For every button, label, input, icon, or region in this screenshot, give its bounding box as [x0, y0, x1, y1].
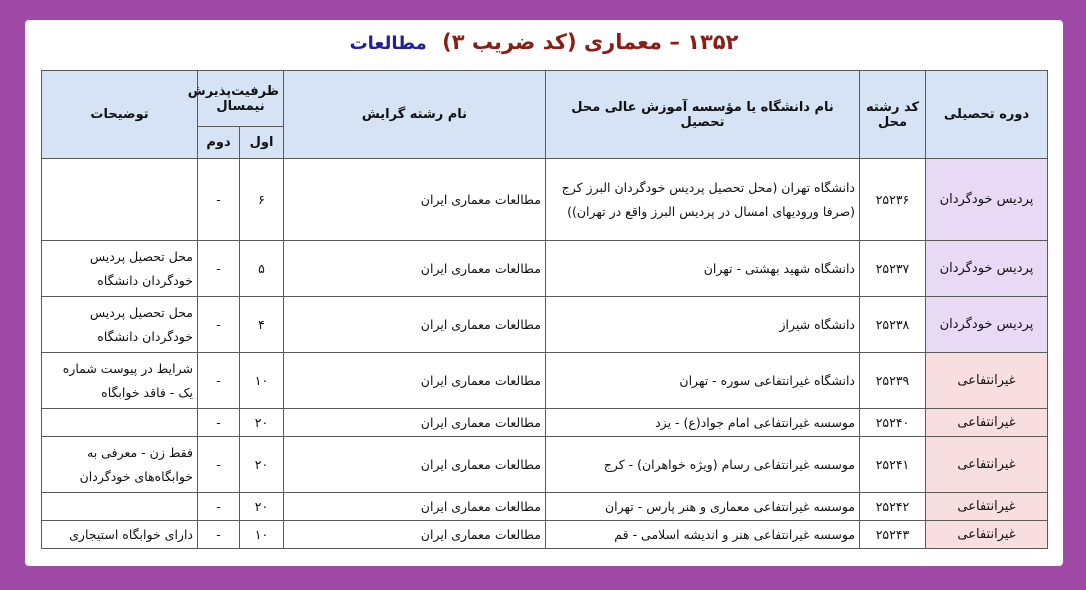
header-second-semester: دوم: [198, 127, 240, 159]
cell-code: ۲۵۲۴۰: [860, 409, 926, 437]
cell-code: ۲۵۲۳۶: [860, 159, 926, 241]
cell-period: پردیس خودگردان: [926, 159, 1048, 241]
cell-field: مطالعات معماری ایران: [284, 409, 546, 437]
cell-code: ۲۵۲۳۷: [860, 241, 926, 297]
cell-second: -: [198, 297, 240, 353]
table-row: [42, 437, 1048, 493]
cell-first: ۲۰: [240, 493, 284, 521]
cell-period: غیرانتفاعی: [926, 409, 1048, 437]
cell-period: پردیس خودگردان: [926, 241, 1048, 297]
cell-university: دانشگاه شیراز: [546, 297, 860, 353]
cell-second: -: [198, 353, 240, 409]
cell-second: -: [198, 493, 240, 521]
cell-notes: [42, 409, 198, 437]
title-main: ۱۳۵۲ – معماری (کد ضریب ۳): [442, 30, 739, 54]
table-row: [42, 521, 1048, 549]
table-row: [42, 353, 1048, 409]
header-period: دوره تحصیلی: [926, 71, 1048, 159]
cell-first: ۲۰: [240, 409, 284, 437]
cell-university: موسسه غیرانتفاعی هنر و اندیشه اسلامی - قم: [546, 521, 860, 549]
cell-notes: [42, 493, 198, 521]
cell-period: غیرانتفاعی: [926, 437, 1048, 493]
cell-field: مطالعات معماری ایران: [284, 241, 546, 297]
cell-university: دانشگاه شهید بهشتی - تهران: [546, 241, 860, 297]
cell-field: مطالعات معماری ایران: [284, 297, 546, 353]
cell-first: ۱۰: [240, 353, 284, 409]
cell-first: ۱۰: [240, 521, 284, 549]
cell-period: غیرانتفاعی: [926, 521, 1048, 549]
program-table: [41, 70, 1048, 549]
page-title: [25, 30, 1063, 54]
table-row: [42, 493, 1048, 521]
header-capacity: ظرفیت‌پذیرش نیمسال: [198, 71, 284, 127]
cell-field: مطالعات معماری ایران: [284, 521, 546, 549]
cell-notes: دارای خوابگاه استیجاری: [42, 521, 198, 549]
cell-code: ۲۵۲۴۳: [860, 521, 926, 549]
cell-first: ۴: [240, 297, 284, 353]
cell-notes: شرایط در پیوست شماره یک - فاقد خوابگاه: [42, 353, 198, 409]
cell-field: مطالعات معماری ایران: [284, 437, 546, 493]
header-notes: توضیحات: [42, 71, 198, 159]
header-field: نام رشته گرایش: [284, 71, 546, 159]
cell-first: ۲۰: [240, 437, 284, 493]
cell-notes: محل تحصیل پردیس خودگردان دانشگاه: [42, 241, 198, 297]
title-sub: مطالعات: [349, 33, 427, 54]
cell-period: غیرانتفاعی: [926, 493, 1048, 521]
cell-university: دانشگاه تهران (محل تحصیل پردیس خودگردان البرز کرج (صرفا ورودیهای امسال در پردیس البرز واقع در تهران)): [546, 159, 860, 241]
header-first-semester: اول: [240, 127, 284, 159]
cell-period: پردیس خودگردان: [926, 297, 1048, 353]
cell-notes: فقط زن - معرفی به خوابگاه‌های خودگردان: [42, 437, 198, 493]
cell-notes: [42, 159, 198, 241]
cell-second: -: [198, 241, 240, 297]
cell-second: -: [198, 521, 240, 549]
header-code: کد رشته محل: [860, 71, 926, 159]
cell-first: ۵: [240, 241, 284, 297]
cell-university: موسسه غیرانتفاعی امام جواد(ع) - یزد: [546, 409, 860, 437]
cell-university: موسسه غیرانتفاعی معماری و هنر پارس - تهران: [546, 493, 860, 521]
cell-second: -: [198, 159, 240, 241]
cell-code: ۲۵۲۳۸: [860, 297, 926, 353]
cell-field: مطالعات معماری ایران: [284, 493, 546, 521]
cell-university: موسسه غیرانتفاعی رسام (ویژه خواهران) - کرج: [546, 437, 860, 493]
cell-second: -: [198, 437, 240, 493]
cell-code: ۲۵۲۳۹: [860, 353, 926, 409]
cell-first: ۶: [240, 159, 284, 241]
cell-notes: محل تحصیل پردیس خودگردان دانشگاه: [42, 297, 198, 353]
cell-field: مطالعات معماری ایران: [284, 159, 546, 241]
document-card: [25, 20, 1063, 566]
table-row: [42, 241, 1048, 297]
table-row: [42, 297, 1048, 353]
cell-university: دانشگاه غیرانتفاعی سوره - تهران: [546, 353, 860, 409]
table-row: [42, 409, 1048, 437]
cell-code: ۲۵۲۴۱: [860, 437, 926, 493]
cell-second: -: [198, 409, 240, 437]
cell-period: غیرانتفاعی: [926, 353, 1048, 409]
cell-code: ۲۵۲۴۲: [860, 493, 926, 521]
table-row: [42, 159, 1048, 241]
cell-field: مطالعات معماری ایران: [284, 353, 546, 409]
header-university: نام دانشگاه یا مؤسسه آموزش عالی محل تحصیل: [546, 71, 860, 159]
